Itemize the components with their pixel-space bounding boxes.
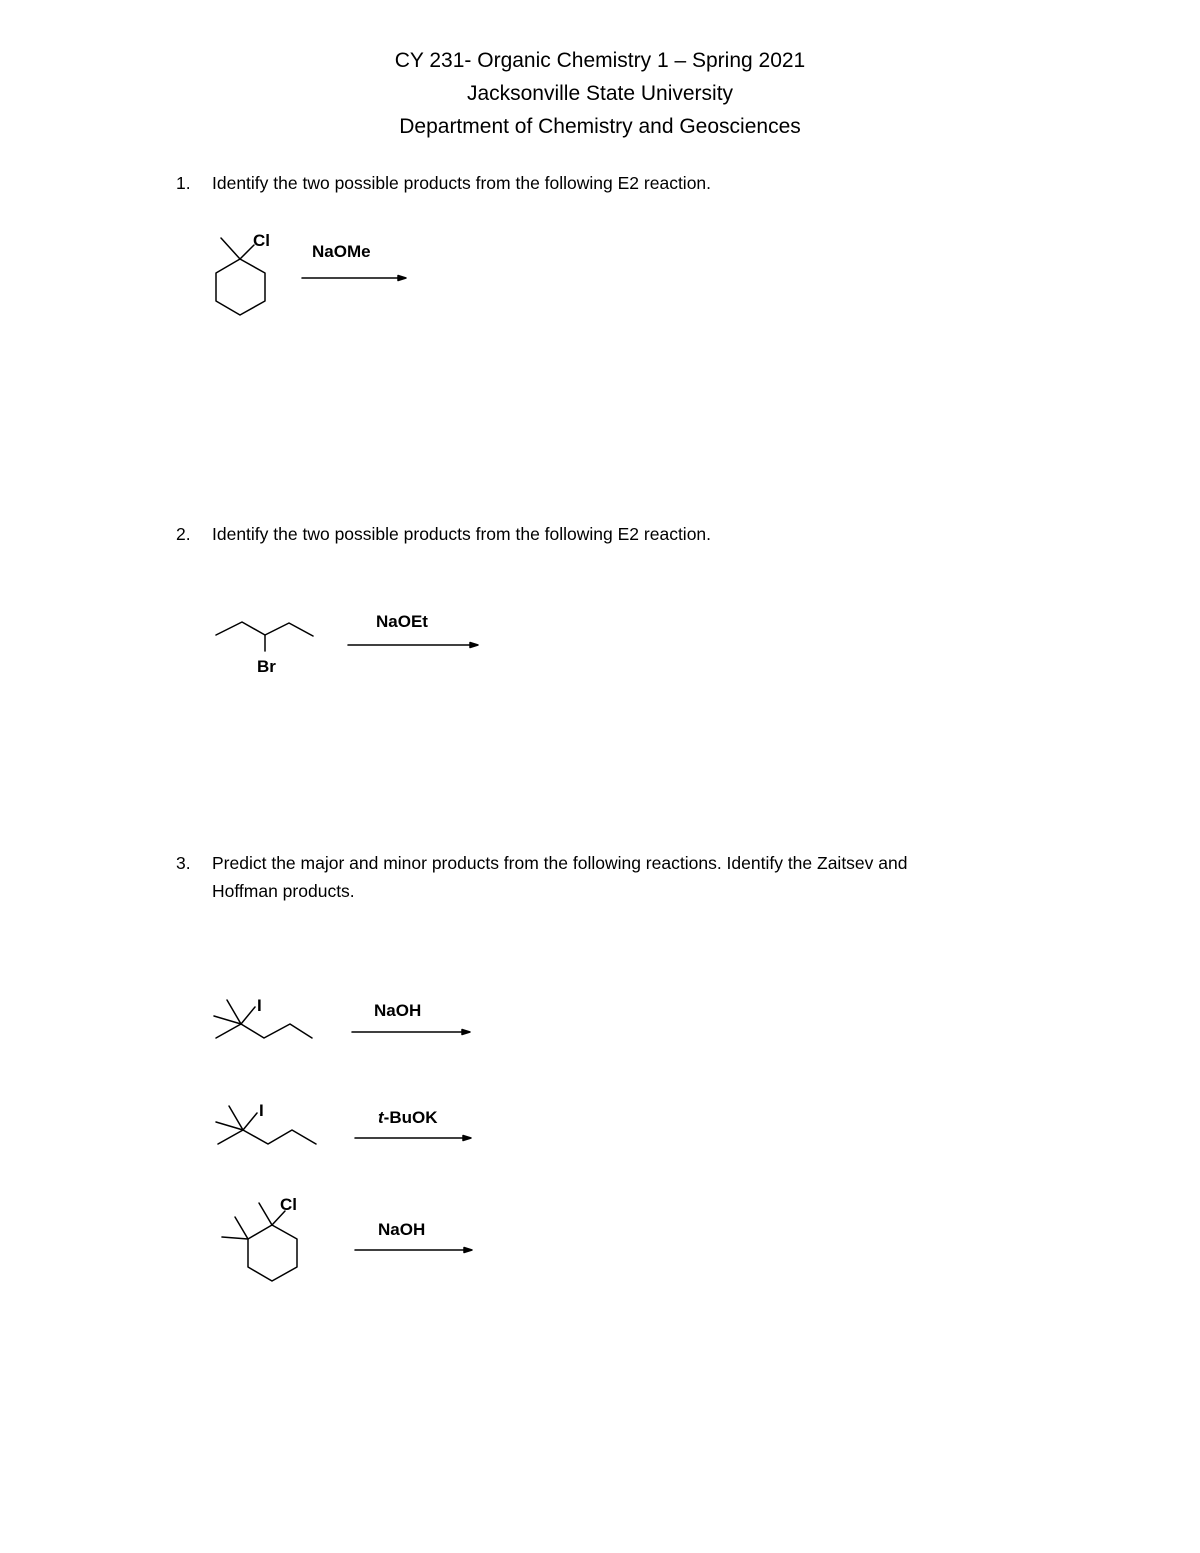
q2-leaving-group-label: Br (257, 657, 276, 676)
course-title: CY 231- Organic Chemistry 1 – Spring 2021 (394, 49, 806, 72)
q1-leaving-group-label: Cl (253, 231, 270, 250)
q3b-reagent-label (378, 1108, 438, 1127)
q3b-substrate-structure (216, 1106, 316, 1144)
q3b-reagent-suffix: -BuOK (383, 1108, 438, 1127)
q3c-reaction-arrow (355, 1248, 472, 1253)
q3c-reagent-label: NaOH (378, 1220, 426, 1239)
question-1-text: Identify the two possible products from the following E2 reaction. (212, 173, 712, 193)
q3b-reaction-arrow (355, 1136, 471, 1141)
q2-substrate-structure (216, 622, 313, 651)
q1-reaction-arrow (302, 276, 406, 281)
q1-reagent-label: NaOMe (312, 242, 371, 261)
q3a-reaction-arrow (352, 1030, 470, 1035)
q3c-leaving-group-label: Cl (280, 1195, 297, 1214)
q2-reaction-arrow (348, 643, 478, 648)
university-name: Jacksonville State University (466, 82, 734, 105)
question-2-number: 2. (176, 524, 191, 544)
department-name: Department of Chemistry and Geosciences (399, 115, 801, 138)
q3a-leaving-group-label: I (257, 996, 262, 1015)
q3b-leaving-group-label: I (259, 1101, 264, 1120)
question-2-text: Identify the two possible products from the following E2 reaction. (212, 524, 712, 544)
question-3-text-line2: Hoffman products. (212, 881, 355, 901)
question-3-text: Predict the major and minor products from the following reactions. Identify the Zaitsev and (212, 853, 908, 873)
q3a-reagent-label: NaOH (374, 1001, 422, 1020)
q3c-substrate-structure (222, 1203, 297, 1281)
q3a-substrate-structure (214, 1000, 312, 1038)
question-1-number: 1. (176, 173, 191, 193)
question-3-number: 3. (176, 853, 191, 873)
q3b-reagent-italic-prefix: t (378, 1108, 384, 1127)
q2-reagent-label: NaOEt (376, 612, 428, 631)
